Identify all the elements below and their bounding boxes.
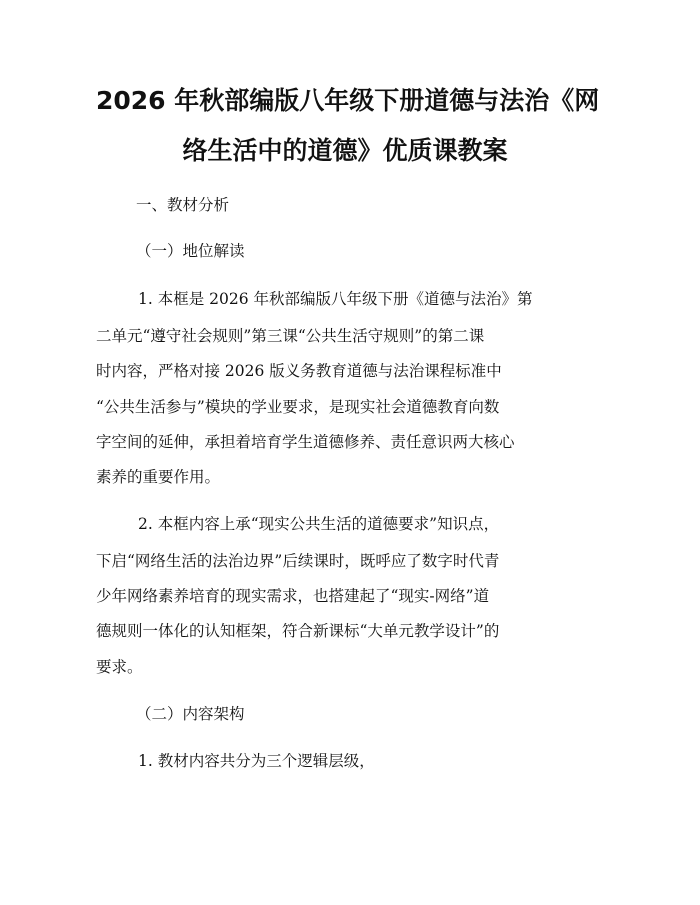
paragraph-1-line-1: 1. 本框是 2026 年秋部编版八年级下册《道德与法治》第 [138,290,533,308]
section-heading-1: 一、教材分析 [136,196,230,214]
paragraph-1-line-2: 二单元“遵守社会规则”第三课“公共生活守规则”的第二课 [96,327,485,345]
paragraph-2-line-5: 要求。 [96,658,143,676]
paragraph-2-line-1: 2. 本框内容上承“现实公共生活的道德要求”知识点， [138,515,500,533]
paragraph-1-line-5: 字空间的延伸，承担着培育学生道德修养、责任意识两大核心 [96,433,515,451]
paragraph-3-line-1: 1. 教材内容共分为三个逻辑层级， [138,752,375,770]
paragraph-1-line-4: “公共生活参与”模块的学业要求，是现实社会道德教育向数 [96,398,500,416]
title-line-1: 2026 年秋部编版八年级下册道德与法治《网 [96,86,600,115]
paragraph-1-line-6: 素养的重要作用。 [96,468,221,486]
document-title [96,76,606,176]
paragraph-2-line-3: 少年网络素养培育的现实需求，也搭建起了“现实-网络”道 [96,587,490,605]
subsection-heading-2: （二）内容架构 [136,705,245,723]
paragraph-2-line-2: 下启“网络生活的法治边界”后续课时，既呼应了数字时代青 [96,552,500,570]
paragraph-1-line-3: 时内容，严格对接 2026 版义务教育道德与法治课程标准中 [96,362,502,380]
title-line-2: 络生活中的道德》优质课教案 [182,136,508,165]
subsection-heading-1: （一）地位解读 [136,242,245,260]
paragraph-2-line-4: 德规则一体化的认知框架，符合新课标“大单元教学设计”的 [96,622,500,640]
